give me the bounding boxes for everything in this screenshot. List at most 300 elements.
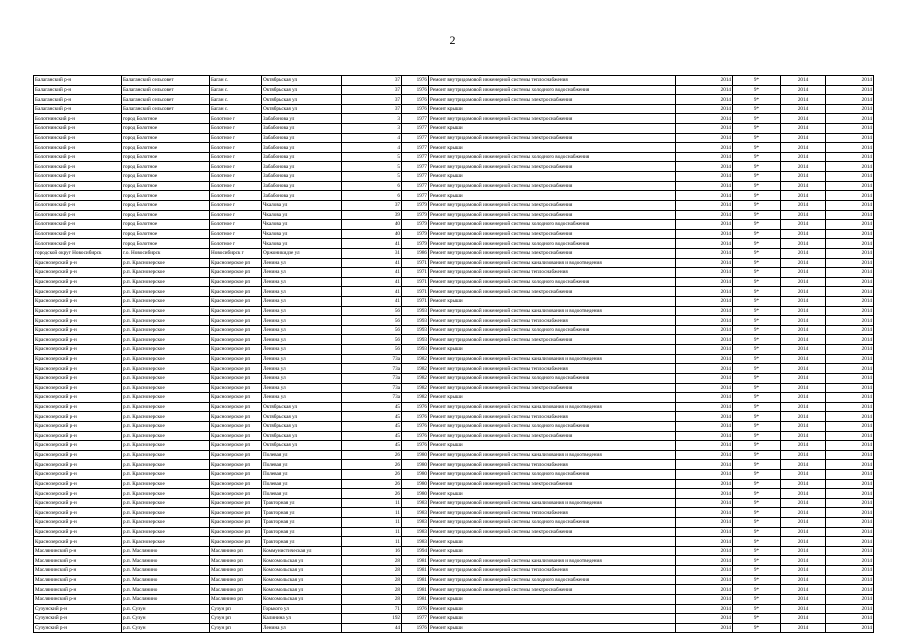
cell-build-year: 1981 [402, 556, 429, 566]
cell-locality: Краснозерское рп [210, 325, 262, 335]
cell-work-type: Ремонт крыши [429, 614, 676, 624]
cell-end-year: 2014 [826, 498, 874, 508]
cell-street: Октябрьская ул [262, 104, 342, 114]
cell-house-number: 45 [342, 441, 402, 451]
cell-street: Октябрьская ул [262, 431, 342, 441]
cell-end-year: 2014 [826, 585, 874, 595]
cell-build-year: 1976 [402, 95, 429, 105]
cell-municipality: р.п. Краснозерское [122, 373, 210, 383]
cell-start-year: 2014 [781, 162, 826, 172]
cell-work-type: Ремонт крыши [429, 393, 676, 403]
cell-municipality: р.п. Краснозерское [122, 316, 210, 326]
table-row [34, 297, 874, 307]
cell-work-code: 9* [733, 191, 781, 201]
cell-plan-year: 2014 [676, 162, 733, 172]
cell-build-year: 1977 [402, 181, 429, 191]
cell-locality: Краснозерское рп [210, 508, 262, 518]
table-row [34, 220, 874, 230]
cell-street: Ленина ул [262, 268, 342, 278]
cell-municipality: город Болотное [122, 143, 210, 153]
cell-plan-year: 2014 [676, 383, 733, 393]
cell-street: Чкалова ул [262, 239, 342, 249]
cell-locality: Болотное г [210, 239, 262, 249]
cell-build-year: 1982 [402, 393, 429, 403]
cell-work-code: 9* [733, 393, 781, 403]
cell-work-code: 9* [733, 594, 781, 604]
cell-house-number: 73а [342, 393, 402, 403]
cell-build-year: 1994 [402, 546, 429, 556]
cell-district: Краснозерский р-н [34, 268, 122, 278]
cell-district: Маслянинский р-н [34, 546, 122, 556]
cell-start-year: 2014 [781, 229, 826, 239]
cell-build-year: 1976 [402, 76, 429, 86]
cell-house-number: 6 [342, 191, 402, 201]
cell-municipality: р.п. Краснозерское [122, 431, 210, 441]
cell-work-code: 9* [733, 287, 781, 297]
cell-municipality: Балаганский сельсовет [122, 104, 210, 114]
cell-work-type: Ремонт внутридомовой инженерной системы теплоснабжения [429, 316, 676, 326]
cell-plan-year: 2014 [676, 556, 733, 566]
cell-district: Краснозерский р-н [34, 412, 122, 422]
cell-municipality: город Болотное [122, 200, 210, 210]
cell-district: Краснозерский р-н [34, 479, 122, 489]
cell-end-year: 2014 [826, 104, 874, 114]
cell-build-year: 1976 [402, 431, 429, 441]
cell-plan-year: 2014 [676, 258, 733, 268]
table-row [34, 287, 874, 297]
cell-build-year: 1993 [402, 316, 429, 326]
cell-start-year: 2014 [781, 297, 826, 307]
cell-work-code: 9* [733, 258, 781, 268]
cell-municipality: р.п. Сузун [122, 604, 210, 614]
table-row [34, 469, 874, 479]
cell-start-year: 2014 [781, 527, 826, 537]
cell-locality: Болотное г [210, 220, 262, 230]
cell-work-type: Ремонт внутридомовой инженерной системы электроснабжения [429, 229, 676, 239]
table-row [34, 537, 874, 547]
cell-work-type: Ремонт крыши [429, 191, 676, 201]
cell-end-year: 2014 [826, 421, 874, 431]
cell-end-year: 2014 [826, 402, 874, 412]
cell-build-year: 1976 [402, 412, 429, 422]
cell-street: Тракторная ул [262, 518, 342, 528]
table-row [34, 393, 874, 403]
cell-district: Балаганский р-н [34, 85, 122, 95]
cell-end-year: 2014 [826, 76, 874, 86]
cell-street: Ленина ул [262, 383, 342, 393]
cell-build-year: 1981 [402, 585, 429, 595]
cell-end-year: 2014 [826, 393, 874, 403]
cell-street: Ленина ул [262, 354, 342, 364]
cell-house-number: 37 [342, 76, 402, 86]
cell-end-year: 2014 [826, 277, 874, 287]
cell-build-year: 1976 [402, 402, 429, 412]
cell-build-year: 1982 [402, 354, 429, 364]
cell-house-number: 4 [342, 133, 402, 143]
cell-district: Сузунский р-н [34, 623, 122, 633]
cell-locality: Краснозерское рп [210, 527, 262, 537]
cell-district: Болотнинский р-н [34, 172, 122, 182]
cell-locality: Краснозерское рп [210, 268, 262, 278]
cell-build-year: 1986 [402, 248, 429, 258]
cell-house-number: 37 [342, 95, 402, 105]
cell-work-type: Ремонт внутридомовой инженерной системы электроснабжения [429, 133, 676, 143]
table-row [34, 258, 874, 268]
cell-work-type: Ремонт внутридомовой инженерной системы канализования и водоотведения [429, 498, 676, 508]
cell-house-number: 26 [342, 450, 402, 460]
cell-end-year: 2014 [826, 431, 874, 441]
cell-street: Комсомольская ул [262, 575, 342, 585]
cell-start-year: 2014 [781, 623, 826, 633]
cell-house-number: 73а [342, 364, 402, 374]
cell-plan-year: 2014 [676, 537, 733, 547]
cell-plan-year: 2014 [676, 335, 733, 345]
cell-start-year: 2014 [781, 325, 826, 335]
cell-plan-year: 2014 [676, 527, 733, 537]
cell-build-year: 1976 [402, 85, 429, 95]
cell-end-year: 2014 [826, 152, 874, 162]
page-number: 2 [449, 33, 456, 47]
cell-start-year: 2014 [781, 268, 826, 278]
cell-build-year: 1980 [402, 469, 429, 479]
cell-district: Краснозерский р-н [34, 297, 122, 307]
cell-district: Краснозерский р-н [34, 354, 122, 364]
cell-build-year: 1971 [402, 258, 429, 268]
cell-work-code: 9* [733, 316, 781, 326]
cell-district: Болотнинский р-н [34, 124, 122, 134]
table-row [34, 556, 874, 566]
cell-work-code: 9* [733, 124, 781, 134]
cell-street: Комсомольская ул [262, 556, 342, 566]
cell-house-number: 56 [342, 306, 402, 316]
cell-plan-year: 2014 [676, 220, 733, 230]
cell-build-year: 1976 [402, 104, 429, 114]
table-row [34, 354, 874, 364]
cell-build-year: 1980 [402, 450, 429, 460]
cell-district: Краснозерский р-н [34, 450, 122, 460]
cell-work-type: Ремонт внутридомовой инженерной системы электроснабжения [429, 479, 676, 489]
cell-work-type: Ремонт внутридомовой инженерной системы холодного водоснабжения [429, 325, 676, 335]
cell-house-number: 41 [342, 258, 402, 268]
cell-start-year: 2014 [781, 479, 826, 489]
cell-municipality: р.п. Маслянино [122, 546, 210, 556]
cell-district: Болотнинский р-н [34, 200, 122, 210]
cell-plan-year: 2014 [676, 143, 733, 153]
cell-start-year: 2014 [781, 431, 826, 441]
cell-street: Тракторная ул [262, 508, 342, 518]
cell-plan-year: 2014 [676, 152, 733, 162]
cell-work-type: Ремонт внутридомовой инженерной системы электроснабжения [429, 383, 676, 393]
cell-build-year: 1977 [402, 172, 429, 182]
cell-end-year: 2014 [826, 479, 874, 489]
table-row [34, 248, 874, 258]
cell-street: Тракторная ул [262, 498, 342, 508]
cell-build-year: 1977 [402, 114, 429, 124]
cell-house-number: 37 [342, 104, 402, 114]
cell-start-year: 2014 [781, 104, 826, 114]
table-row [34, 210, 874, 220]
cell-municipality: р.п. Краснозерское [122, 287, 210, 297]
cell-work-code: 9* [733, 537, 781, 547]
cell-house-number: 56 [342, 325, 402, 335]
cell-municipality: р.п. Маслянино [122, 556, 210, 566]
cell-district: Краснозерский р-н [34, 316, 122, 326]
cell-municipality: город Болотное [122, 124, 210, 134]
cell-work-type: Ремонт внутридомовой инженерной системы электроснабжения [429, 287, 676, 297]
table-row [34, 623, 874, 633]
cell-start-year: 2014 [781, 335, 826, 345]
cell-house-number: 73а [342, 354, 402, 364]
cell-build-year: 1993 [402, 345, 429, 355]
cell-locality: Болотное г [210, 124, 262, 134]
cell-start-year: 2014 [781, 143, 826, 153]
cell-work-code: 9* [733, 325, 781, 335]
cell-work-type: Ремонт внутридомовой инженерной системы электроснабжения [429, 248, 676, 258]
cell-locality: Краснозерское рп [210, 469, 262, 479]
cell-work-type: Ремонт крыши [429, 172, 676, 182]
cell-district: Болотнинский р-н [34, 239, 122, 249]
cell-plan-year: 2014 [676, 95, 733, 105]
cell-work-type: Ремонт внутридомовой инженерной системы холодного водоснабжения [429, 239, 676, 249]
cell-work-type: Ремонт крыши [429, 594, 676, 604]
cell-locality: Сузун рп [210, 623, 262, 633]
cell-district: Болотнинский р-н [34, 133, 122, 143]
table-row [34, 229, 874, 239]
cell-work-type: Ремонт внутридомовой инженерной системы электроснабжения [429, 200, 676, 210]
table-row [34, 200, 874, 210]
cell-work-type: Ремонт внутридомовой инженерной системы электроснабжения [429, 335, 676, 345]
cell-district: Краснозерский р-н [34, 345, 122, 355]
cell-plan-year: 2014 [676, 200, 733, 210]
cell-build-year: 1971 [402, 268, 429, 278]
cell-plan-year: 2014 [676, 585, 733, 595]
cell-locality: Краснозерское рп [210, 287, 262, 297]
cell-municipality: р.п. Краснозерское [122, 527, 210, 537]
cell-street: Забабонова ул [262, 152, 342, 162]
table-row [34, 498, 874, 508]
cell-street: Ленина ул [262, 258, 342, 268]
cell-work-code: 9* [733, 210, 781, 220]
cell-end-year: 2014 [826, 354, 874, 364]
cell-end-year: 2014 [826, 614, 874, 624]
cell-end-year: 2014 [826, 248, 874, 258]
cell-house-number: 73а [342, 373, 402, 383]
cell-build-year: 1979 [402, 229, 429, 239]
cell-build-year: 1979 [402, 239, 429, 249]
cell-municipality: Балаганский сельсовет [122, 76, 210, 86]
cell-locality: Маслянино рп [210, 585, 262, 595]
cell-house-number: 41 [342, 268, 402, 278]
cell-locality: Сузун рп [210, 614, 262, 624]
table-row [34, 124, 874, 134]
cell-district: Сузунский р-н [34, 614, 122, 624]
cell-house-number: 41 [342, 277, 402, 287]
cell-end-year: 2014 [826, 450, 874, 460]
cell-municipality: Балаганский сельсовет [122, 95, 210, 105]
cell-start-year: 2014 [781, 383, 826, 393]
cell-municipality: р.п. Краснозерское [122, 325, 210, 335]
cell-house-number: 28 [342, 585, 402, 595]
cell-end-year: 2014 [826, 566, 874, 576]
cell-work-code: 9* [733, 162, 781, 172]
cell-build-year: 1979 [402, 210, 429, 220]
cell-house-number: 11 [342, 527, 402, 537]
table-row [34, 172, 874, 182]
table-row [34, 152, 874, 162]
cell-street: Октябрьская ул [262, 85, 342, 95]
cell-start-year: 2014 [781, 95, 826, 105]
cell-build-year: 1977 [402, 143, 429, 153]
cell-plan-year: 2014 [676, 104, 733, 114]
cell-district: Краснозерский р-н [34, 383, 122, 393]
cell-work-type: Ремонт внутридомовой инженерной системы электроснабжения [429, 210, 676, 220]
cell-start-year: 2014 [781, 258, 826, 268]
cell-build-year: 1976 [402, 421, 429, 431]
cell-street: Забабонова ул [262, 124, 342, 134]
cell-street: Ленина ул [262, 325, 342, 335]
cell-plan-year: 2014 [676, 316, 733, 326]
cell-work-type: Ремонт внутридомовой инженерной системы холодного водоснабжения [429, 469, 676, 479]
cell-end-year: 2014 [826, 268, 874, 278]
cell-build-year: 1971 [402, 287, 429, 297]
cell-house-number: 28 [342, 566, 402, 576]
cell-end-year: 2014 [826, 373, 874, 383]
cell-house-number: 45 [342, 431, 402, 441]
table-row [34, 76, 874, 86]
table-row [34, 518, 874, 528]
cell-end-year: 2014 [826, 114, 874, 124]
cell-municipality: р.п. Краснозерское [122, 469, 210, 479]
cell-work-type: Ремонт внутридомовой инженерной системы теплоснабжения [429, 76, 676, 86]
cell-district: Краснозерский р-н [34, 441, 122, 451]
cell-start-year: 2014 [781, 450, 826, 460]
cell-municipality: город Болотное [122, 191, 210, 201]
cell-house-number: 4 [342, 143, 402, 153]
table-row [34, 508, 874, 518]
cell-district: Маслянинский р-н [34, 566, 122, 576]
cell-locality: Болотное г [210, 133, 262, 143]
cell-plan-year: 2014 [676, 287, 733, 297]
cell-work-code: 9* [733, 575, 781, 585]
cell-work-code: 9* [733, 450, 781, 460]
cell-plan-year: 2014 [676, 575, 733, 585]
cell-locality: Новосибирск г [210, 248, 262, 258]
cell-street: Октябрьская ул [262, 412, 342, 422]
cell-start-year: 2014 [781, 152, 826, 162]
cell-plan-year: 2014 [676, 181, 733, 191]
cell-work-code: 9* [733, 306, 781, 316]
cell-build-year: 1977 [402, 152, 429, 162]
cell-work-type: Ремонт внутридомовой инженерной системы электроснабжения [429, 431, 676, 441]
cell-plan-year: 2014 [676, 364, 733, 374]
cell-work-code: 9* [733, 441, 781, 451]
cell-municipality: р.п. Сузун [122, 614, 210, 624]
cell-plan-year: 2014 [676, 345, 733, 355]
cell-municipality: р.п. Сузун [122, 623, 210, 633]
table-row [34, 85, 874, 95]
cell-build-year: 1980 [402, 460, 429, 470]
cell-build-year: 1977 [402, 162, 429, 172]
cell-house-number: 28 [342, 556, 402, 566]
cell-start-year: 2014 [781, 546, 826, 556]
table-row [34, 95, 874, 105]
cell-end-year: 2014 [826, 345, 874, 355]
cell-end-year: 2014 [826, 508, 874, 518]
cell-end-year: 2014 [826, 575, 874, 585]
table-row [34, 277, 874, 287]
cell-start-year: 2014 [781, 585, 826, 595]
cell-locality: Маслянино рп [210, 546, 262, 556]
cell-build-year: 1983 [402, 508, 429, 518]
cell-work-code: 9* [733, 277, 781, 287]
cell-locality: Болотное г [210, 191, 262, 201]
cell-street: Ленина ул [262, 373, 342, 383]
table-row [34, 268, 874, 278]
table-row [34, 575, 874, 585]
cell-house-number: 5 [342, 172, 402, 182]
cell-district: Маслянинский р-н [34, 594, 122, 604]
cell-build-year: 1983 [402, 498, 429, 508]
cell-work-type: Ремонт крыши [429, 537, 676, 547]
cell-work-code: 9* [733, 383, 781, 393]
cell-start-year: 2014 [781, 421, 826, 431]
cell-end-year: 2014 [826, 143, 874, 153]
cell-house-number: 6 [342, 181, 402, 191]
cell-district: Краснозерский р-н [34, 508, 122, 518]
table-row [34, 191, 874, 201]
cell-municipality: р.п. Краснозерское [122, 345, 210, 355]
cell-locality: Краснозерское рп [210, 335, 262, 345]
cell-district: Краснозерский р-н [34, 287, 122, 297]
cell-locality: Краснозерское рп [210, 316, 262, 326]
cell-district: Болотнинский р-н [34, 191, 122, 201]
cell-end-year: 2014 [826, 239, 874, 249]
cell-end-year: 2014 [826, 623, 874, 633]
cell-district: Краснозерский р-н [34, 402, 122, 412]
cell-end-year: 2014 [826, 95, 874, 105]
cell-house-number: 41 [342, 297, 402, 307]
cell-plan-year: 2014 [676, 229, 733, 239]
cell-municipality: р.п. Краснозерское [122, 383, 210, 393]
table-row [34, 441, 874, 451]
cell-work-type: Ремонт внутридомовой инженерной системы электроснабжения [429, 162, 676, 172]
cell-work-type: Ремонт внутридомовой инженерной системы канализования и водоотведения [429, 402, 676, 412]
table-row [34, 114, 874, 124]
cell-end-year: 2014 [826, 316, 874, 326]
cell-start-year: 2014 [781, 220, 826, 230]
cell-plan-year: 2014 [676, 469, 733, 479]
cell-start-year: 2014 [781, 566, 826, 576]
cell-build-year: 1971 [402, 277, 429, 287]
cell-plan-year: 2014 [676, 85, 733, 95]
cell-end-year: 2014 [826, 220, 874, 230]
cell-municipality: город Болотное [122, 162, 210, 172]
cell-plan-year: 2014 [676, 479, 733, 489]
cell-build-year: 1977 [402, 133, 429, 143]
cell-plan-year: 2014 [676, 498, 733, 508]
cell-plan-year: 2014 [676, 623, 733, 633]
cell-work-type: Ремонт внутридомовой инженерной системы канализования и водоотведения [429, 450, 676, 460]
table-row [34, 239, 874, 249]
cell-locality: Маслянино рп [210, 594, 262, 604]
cell-end-year: 2014 [826, 297, 874, 307]
cell-street: Ленина ул [262, 297, 342, 307]
cell-municipality: р.п. Краснозерское [122, 277, 210, 287]
table-row [34, 604, 874, 614]
cell-work-code: 9* [733, 181, 781, 191]
cell-street: Оржоникидзе ул [262, 248, 342, 258]
cell-locality: Болотное г [210, 181, 262, 191]
